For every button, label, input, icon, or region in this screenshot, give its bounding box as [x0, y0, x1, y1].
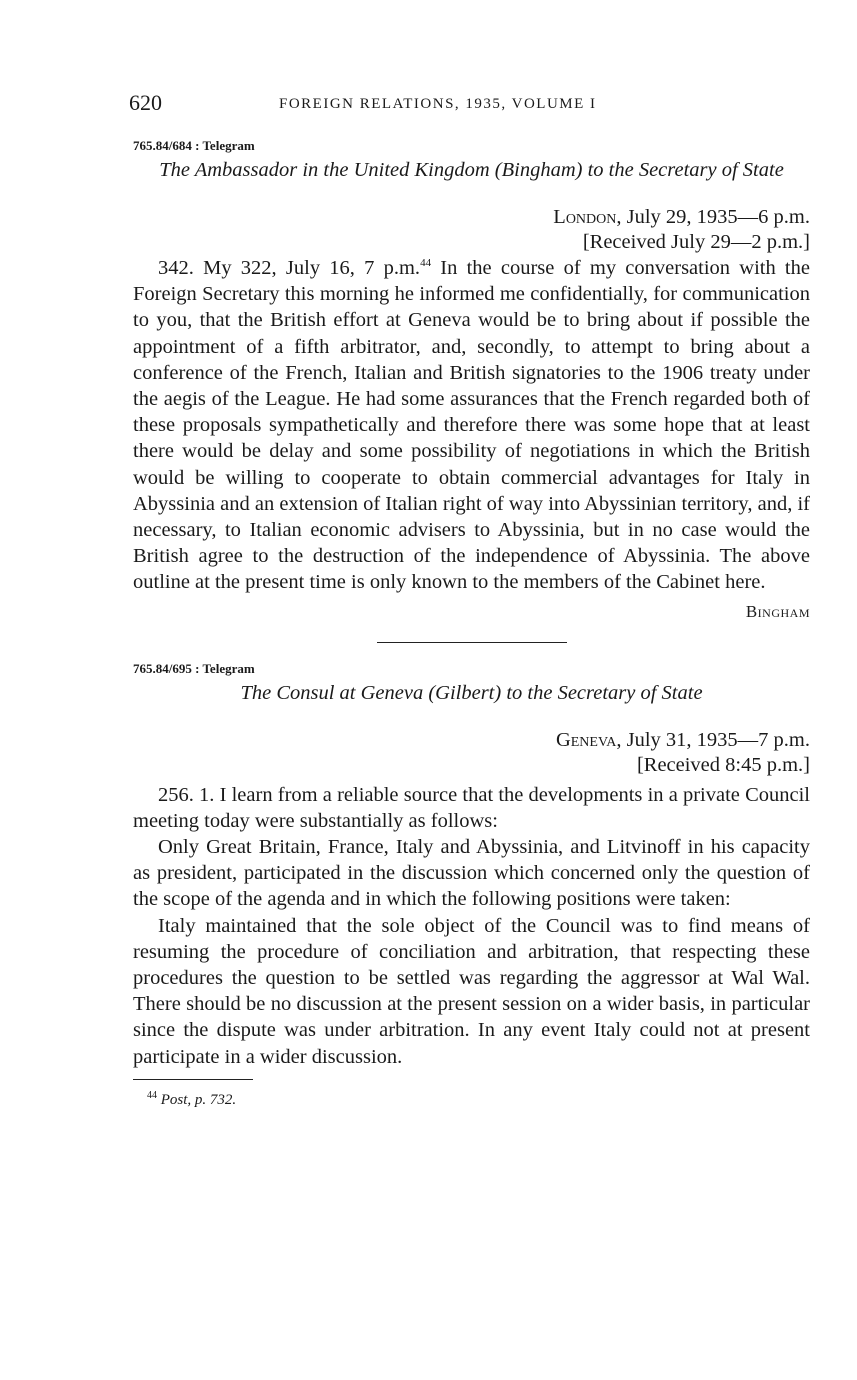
doc2-paragraph-1: 256. 1. I learn from a reliable source that the developments in a private Council meeting today were substantially as follows: — [133, 783, 810, 832]
doc2-dateline — [133, 728, 810, 753]
doc1-title: The Ambassador in the United Kingdom (Bingham) to the Secretary of State — [159, 159, 784, 181]
doc2-date-place: Geneva — [555, 728, 617, 751]
footnote-rule — [133, 1079, 253, 1080]
doc1-date-time: , July 29, 1935—6 p.m. — [616, 206, 810, 228]
footnote-text: Post, p. 732. — [160, 1091, 237, 1108]
running-head — [129, 88, 810, 122]
section-divider — [377, 642, 567, 643]
doc2-file-reference: 765.84/695 : Telegram — [133, 660, 255, 676]
doc1-dateline — [133, 205, 810, 230]
doc1-para-body: In the course of my conversation with the Foreign Secretary this morning he informed me confidentially, for communication to you, that the British effort at Geneva would be to bring about if possible the appointment of a fifth arbitrator, and, secondly, to attempt to bring about a conference of the French, Italian and British signatories to the 1906 treaty under the aegis of the League. He had some assurances that the French regarded both of these proposals sympathetically and therefore there was some hope that at least there would be delay and some possibility of negotiations in which the British would be willing to cooperate to obtain commercial advantages for Italy in Abyssinia and an extension of Italian right of way into Abyssinian territory, and, if necessary, to Italian economic advisers to Abyssinia, but in no case would the British agree to the destruction of the independence of Abyssinia. The above outline at the present time is only known to the members of the Cabinet here. — [133, 257, 810, 594]
doc2-title: The Consul at Geneva (Gilbert) to the Secretary of State — [240, 681, 703, 704]
doc2-paragraph-3: Italy maintained that the sole object of the Council was to find means of resuming the procedure of conciliation and arbitration, that respecting these procedures the question to be settled was regarding the aggressor at Wal Wal. There should be no discussion at the present session on a wider basis, in particular since the dispute was under arbitration. In any event Italy could not at present participate in a wider discussion. — [133, 914, 810, 1068]
doc1-date-place: London — [553, 206, 617, 228]
doc1-paragraph — [133, 255, 810, 596]
footnote-mark: 44 — [147, 1089, 157, 1101]
running-title: FOREIGN RELATIONS, 1935, VOLUME I — [279, 96, 597, 112]
document-page — [129, 88, 810, 1109]
doc2-received: [Received 8:45 p.m.] — [636, 753, 810, 776]
page-number: 620 — [129, 90, 162, 115]
doc1-para-start: 342. My 322, July 16, 7 p.m. — [158, 257, 421, 279]
doc1-file-reference: 765.84/684 : Telegram — [133, 138, 255, 153]
footnote — [147, 1089, 810, 1109]
footnote-reference[interactable]: 44 — [420, 257, 432, 270]
doc2-date-time: , July 31, 1935—7 p.m. — [616, 728, 810, 751]
doc2-paragraph-2: Only Great Britain, France, Italy and Abyssinia, and Litvinoff in his capacity as president, participated in the discussion which concerned only the question of the scope of the agenda and in which the following positions were taken: — [133, 836, 810, 911]
doc1-signature: Bingham — [745, 601, 810, 621]
doc1-received: [Received July 29—2 p.m.] — [582, 231, 810, 253]
